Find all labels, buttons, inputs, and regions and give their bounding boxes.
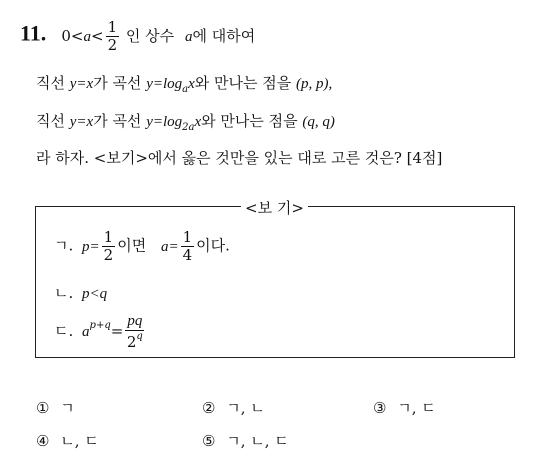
- bogi-title: <보 기>: [241, 197, 308, 218]
- item1-a: a=: [160, 238, 179, 255]
- item1-p: p=: [82, 238, 100, 255]
- line1-point: (p, p),: [296, 76, 333, 92]
- item1-end: 이다.: [196, 236, 230, 255]
- bogi-item-2: [54, 282, 107, 303]
- item1-mid: 이면: [117, 236, 147, 255]
- condition-text: 인 상수: [125, 26, 175, 45]
- question-header: [20, 20, 255, 53]
- condition-var-2: a: [184, 28, 193, 45]
- line1-mid: 가 곡선: [93, 74, 147, 92]
- item3-base: a: [82, 324, 90, 340]
- item1-den1: 2: [103, 246, 114, 264]
- item3-fraction: [125, 314, 144, 350]
- condition: [61, 18, 256, 54]
- line2-post: 와 만나는 점을: [201, 112, 303, 130]
- condition-var: a: [83, 28, 92, 45]
- choice-4[interactable]: [36, 430, 99, 451]
- line-1: [36, 72, 332, 95]
- line-2: [36, 110, 335, 133]
- line1-eq2-sub: a: [182, 84, 189, 95]
- line2-eq2: y=log: [146, 114, 183, 130]
- choice-4-text: ㄴ, ㄷ: [60, 432, 99, 450]
- item1-num2: 1: [182, 228, 193, 246]
- choice-3[interactable]: [373, 397, 436, 418]
- choice-1-num: ①: [36, 399, 50, 417]
- item2-expr: p<q: [82, 286, 108, 302]
- line1-eq2: y=log: [146, 76, 183, 92]
- choice-1[interactable]: [36, 397, 75, 418]
- condition-prefix: 0<: [61, 26, 84, 45]
- choice-2-num: ②: [202, 399, 216, 417]
- line2-eq1: y=x: [69, 114, 94, 130]
- question-number: 11.: [20, 20, 47, 46]
- choice-2-text: ㄱ, ㄴ: [226, 399, 265, 417]
- bogi-item-3: [54, 314, 146, 350]
- line1-eq1: y=x: [69, 76, 94, 92]
- line1-eq2-post: x: [188, 76, 195, 92]
- item3-exponent: p+q: [89, 320, 111, 331]
- choice-2[interactable]: [202, 397, 265, 418]
- condition-fraction: [106, 20, 120, 53]
- line1-post: 와 만나는 점을: [194, 74, 297, 92]
- item3-eq: =: [110, 322, 124, 340]
- item1-num1: 1: [103, 228, 114, 246]
- condition-lt: <: [91, 26, 104, 45]
- choice-3-text: ㄱ, ㄷ: [397, 399, 436, 417]
- item2-label: ㄴ.: [54, 284, 74, 302]
- choice-3-num: ③: [373, 399, 387, 417]
- item1-label: ㄱ.: [54, 236, 74, 255]
- item3-num: pq: [127, 313, 143, 329]
- choice-5-num: ⑤: [202, 432, 216, 450]
- fraction-den: 2: [107, 36, 118, 54]
- item1-den2: 4: [182, 246, 193, 264]
- line2-pre: 직선: [36, 112, 70, 130]
- line2-eq2-post: x: [194, 114, 202, 130]
- condition-end: 에 대하여: [192, 26, 256, 45]
- choice-5-text: ㄱ, ㄴ, ㄷ: [226, 432, 289, 450]
- line2-eq2-sub: 2a: [182, 122, 195, 133]
- line1-pre: 직선: [36, 74, 70, 92]
- choice-5[interactable]: [202, 430, 289, 451]
- choice-1-text: ㄱ: [60, 399, 75, 417]
- bogi-item-1: [54, 230, 230, 263]
- item3-den-base: 2: [126, 333, 137, 351]
- item1-fraction-1: [102, 230, 116, 263]
- line2-mid: 가 곡선: [93, 112, 147, 130]
- line2-point: (q, q): [302, 114, 335, 130]
- fraction-num: 1: [107, 18, 118, 36]
- line-3: 라 하자. <보기>에서 옳은 것만을 있는 대로 고른 것은? [4점]: [36, 149, 443, 167]
- item1-fraction-2: [181, 230, 195, 263]
- item3-den-exp: q: [136, 331, 143, 342]
- choice-4-num: ④: [36, 432, 50, 450]
- item3-label: ㄷ.: [54, 322, 74, 340]
